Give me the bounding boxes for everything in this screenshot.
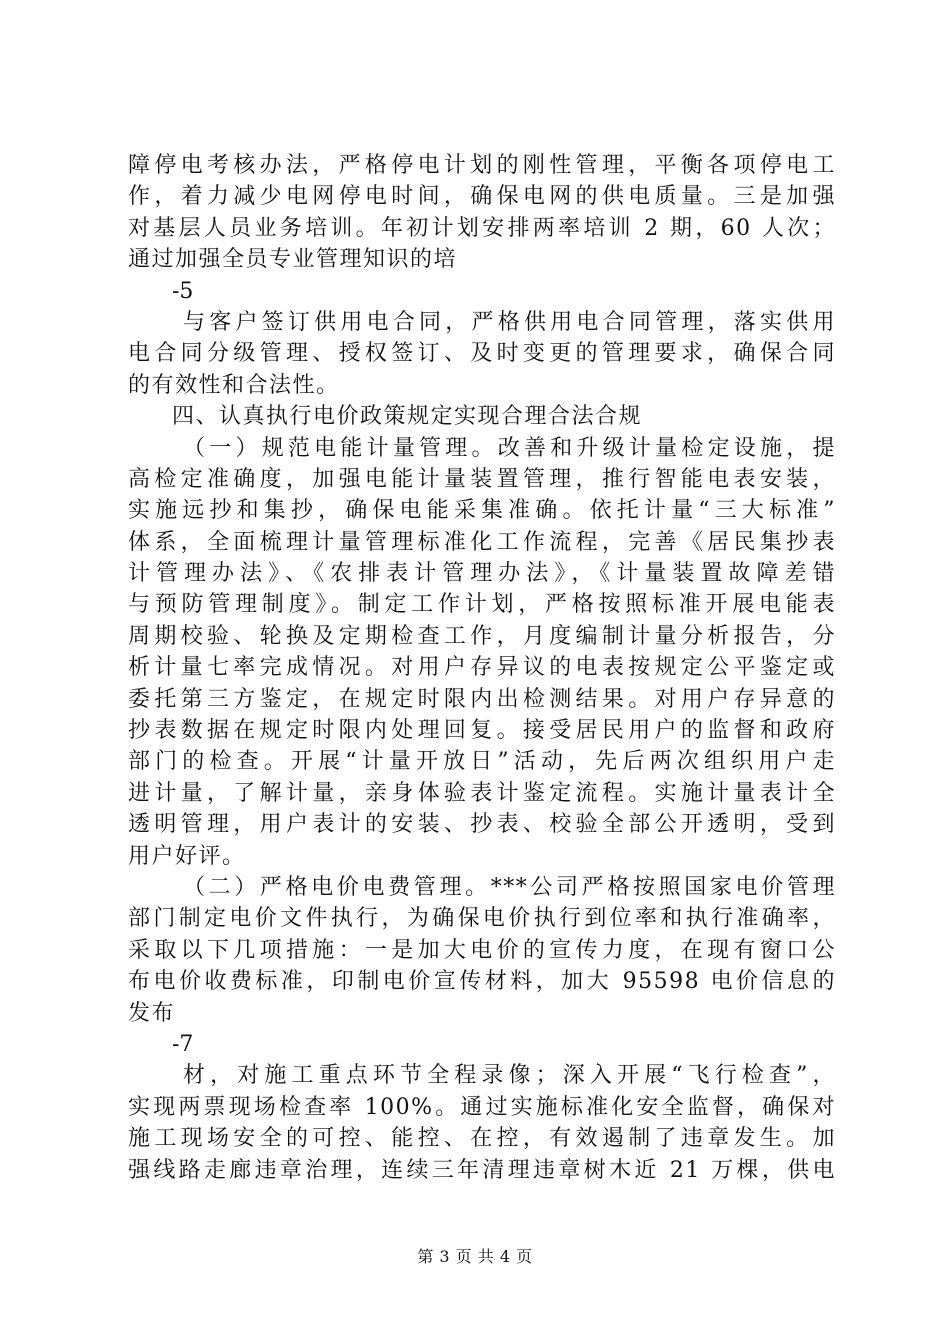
text-line: 实现两票现场检查率 100%。通过实施标准化安全监督，确保对 <box>128 1094 836 1120</box>
text-line: 布电价收费标准，印制电价宣传材料，加大 95598 电价信息的 <box>128 969 836 995</box>
page-footer: 第 3 页 共 4 页 <box>417 1247 533 1266</box>
text-line: 部门的检查。开展“计量开放日”活动，先后两次组织用户走 <box>128 749 836 775</box>
page-marker: -5 <box>172 278 194 304</box>
text-line: 体系，全面梳理计量管理标准化工作流程，完善《居民集抄表 <box>128 529 836 555</box>
text-line: 四、认真执行电价政策规定实现合理合法合规 <box>172 404 643 430</box>
text-line: 周期校验、轮换及定期检查工作，月度编制计量分析报告，分 <box>128 623 836 649</box>
text-line: 的有效性和合法性。 <box>128 372 340 398</box>
document-body <box>128 150 836 1186</box>
text-line: 电合同分级管理、授权签订、及时变更的管理要求，确保合同 <box>128 341 836 367</box>
text-line: 高检定准确度，加强电能计量装置管理，推行智能电表安装， <box>128 466 836 492</box>
text-line: 进计量，了解计量，亲身体验表计鉴定流程。实施计量表计全 <box>128 780 836 806</box>
text-line: 与客户签订供用电合同，严格供用电合同管理，落实供用 <box>183 309 836 335</box>
text-line: 部门制定电价文件执行，为确保电价执行到位率和执行准确率， <box>128 906 836 932</box>
text-line: 析计量七率完成情况。对用户存异议的电表按规定公平鉴定或 <box>128 655 836 681</box>
text-line: 实施远抄和集抄，确保电能采集准确。依托计量“三大标准” <box>128 498 836 524</box>
text-line: 委托第三方鉴定，在规定时限内出检测结果。对用户存异意的 <box>128 686 836 712</box>
text-line: 发布 <box>128 1000 176 1026</box>
text-line: 强线路走廊违章治理，连续三年清理违章树木近 21 万棵，供电 <box>128 1157 836 1183</box>
text-line: 计管理办法》、《农排表计管理办法》，《计量装置故障差错 <box>128 561 836 587</box>
text-line: 用户好评。 <box>128 843 246 869</box>
text-line: 对基层人员业务培训。年初计划安排两率培训 2 期，60 人次； <box>128 215 836 241</box>
text-line: 施工现场安全的可控、能控、在控，有效遏制了违章发生。加 <box>128 1126 836 1152</box>
page-marker: -7 <box>172 1031 194 1057</box>
text-line: （一）规范电能计量管理。改善和升级计量检定设施，提 <box>183 435 836 461</box>
text-line: 抄表数据在规定时限内处理回复。接受居民用户的监督和政府 <box>128 718 836 744</box>
text-line: 作，着力减少电网停电时间，确保电网的供电质量。三是加强 <box>128 184 836 210</box>
text-line: 采取以下几项措施：一是加大电价的宣传力度，在现有窗口公 <box>128 937 836 963</box>
text-line: 障停电考核办法，严格停电计划的刚性管理，平衡各项停电工 <box>128 153 836 178</box>
text-line: 透明管理，用户表计的安装、抄表、校验全部公开透明，受到 <box>128 812 836 838</box>
text-line: 通过加强全员专业管理知识的培 <box>128 247 458 273</box>
text-line: 材，对施工重点环节全程录像；深入开展“飞行检查”， <box>183 1063 836 1089</box>
text-line: （二）严格电价电费管理。***公司严格按照国家电价管理 <box>183 874 836 900</box>
text-line: 与预防管理制度》。制定工作计划，严格按照标准开展电能表 <box>128 592 836 618</box>
